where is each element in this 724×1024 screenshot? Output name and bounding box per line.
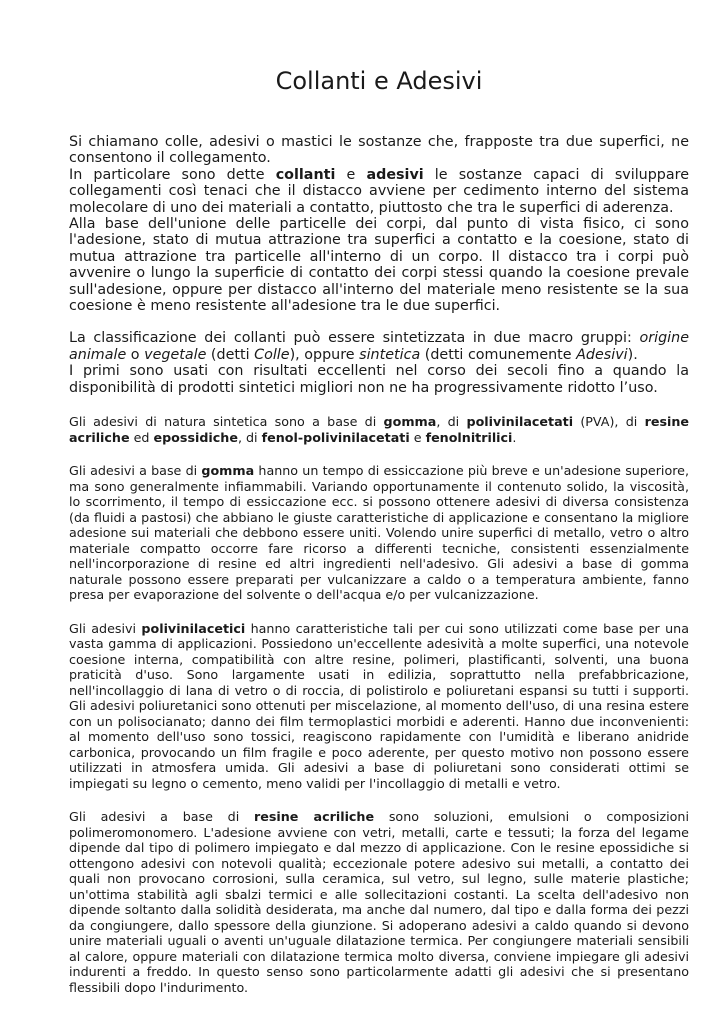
paragraph-primi: I primi sono usati con risultati eccellenti nel corso dei secoli fino a quando la disponibilità di prodotti sintetici migliori non ne ha progressivamente ridotto l’uso. <box>69 363 689 396</box>
paragraph-resine-acriliche: Gli adesivi a base di resine acriliche sono soluzioni, emulsioni o composizioni polimeromonomero. L'adesione avviene con vetri, metalli, carte e tessuti; la forza del legame dipende dal tipo di polimero impiegato e dal mezzo di applicazione. Con le resine epossidiche si ottengono adesivi con notevoli qualità; eccezionale potere adesivo sui metalli, a contatto dei quali non provocano corrosioni, sulla ceramica, sul vetro, sul legno, sulle materie plastiche; un'ottima stabilità agli sbalzi termici e alle sollecitazioni costanti. La scelta dell'adesivo non dipende soltanto dalla solidità desiderata, ma anche dal numero, dal tipo e dalla forma dei pezzi da congiungere, dallo spessore della giunzione. Si adoperano adesivi a caldo quando si devono unire materiali uguali o aventi un'uguale dilatazione termica. Per congiungere materiali sensibili al calore, oppure materiali con dilatazione termica molto diversa, conviene impiegare gli adesivi indurenti a freddo. In questo senso sono particolarmente adatti gli adesivi che si presentano flessibili dopo l'indurimento. <box>69 809 689 995</box>
paragraph-collanti-adesivi: In particolare sono dette collanti e adesivi le sostanze capaci di sviluppare collegamenti così tenaci che il distacco avviene per cedimento interno del sistema molecolare di uno dei materiali a contatto, piuttosto che tra le superfici di aderenza. <box>69 166 690 216</box>
document-title: Collanti e Adesivi <box>275 67 483 95</box>
term-sintetica: sintetica <box>359 346 421 363</box>
term-adesivi-italic: Adesivi <box>576 346 628 363</box>
term-adesivi: adesivi <box>366 166 424 183</box>
paragraph-polivinilacetici: Gli adesivi polivinilacetici hanno caratteristiche tali per cui sono utilizzati come base per una vasta gamma di applicazioni. Possiedono un'eccellente adesività a molte superfici, una notevole coesione interna, compatibilità con altre resine, polimeri, plastificanti, solventi, una buona praticità d'uso. Sono largamente usati in edilizia, soprattutto nella prefabbricazione, nell'incollaggio di lana di vetro o di roccia, di polistirolo e poliuretani espansi su tutti i supporti. Gli adesivi poliuretanici sono ottenuti per miscelazione, al momento dell'uso, di una resina estere con un polisocianato; danno dei film termoplastici morbidi e aderenti. Hanno due inconvenienti: al momento dell'uso sono tossici, reagiscono rapidamente con l'umidità e liberano anidride carbonica, provocando un film fragile e poco aderente, per questo motivo non possono essere utilizzati in atmosfera umida. Gli adesivi a base di poliuretani sono considerati ottimi se impiegati su legno o cemento, meno validi per l'incollaggio di metalli e vetro. <box>69 620 689 791</box>
document-page <box>69 62 689 995</box>
paragraph-definition: Si chiamano colle, adesivi o mastici le sostanze che, frapposte tra due superfici, ne consentono il collegamento. <box>69 134 689 167</box>
paragraph-adesione-coesione: Alla base dell'unione delle particelle dei corpi, dal punto di vista fisico, ci sono l'adesione, stato di mutua attrazione tra superfici a contatto e la coesione, stato di mutua attrazione tra particelle all'interno di un corpo. Il distacco tra i corpi può avvenire o lungo la superficie di contatto dei corpi stessi quando la coesione prevale sull'adesione, oppure per distacco all'interno del materiale meno resistente se la sua coesione è meno resistente all'adesione tra le due superfici. <box>69 216 689 315</box>
paragraph-classificazione: La classificazione dei collanti può essere sintetizzata in due macro gruppi: origine animale o vegetale (detti Colle), oppure sintetica (detti comunemente Adesivi). <box>69 330 689 363</box>
paragraph-gomma: Gli adesivi a base di gomma hanno un tempo di essiccazione più breve e un'adesione superiore, ma sono generalmente infiammabili. Variando opportunamente il contenuto solido, la viscosità, lo scorrimento, il tempo di essiccazione ecc. si possono ottenere adesivi di diversa consistenza (da fluidi a pastosi) che abbiano le giuste caratteristiche di applicazione e consentano la migliore adesione sui materiali che debbono essere uniti. Volendo unire superfici di metallo, vetro o altro materiale compatto occorre fare ricorso a differenti tecniche, consistenti essenzialmente nell'incorporazione di resine ed altri ingredienti nell'adesivo. Gli adesivi a base di gomma naturale possono essere preparati per vulcanizzare a caldo o a temperatura ambiente, fanno presa per evaporazione del solvente o dell'acqua e/o per vulcanizzazione. <box>69 463 689 603</box>
paragraph-natura-sintetica: Gli adesivi di natura sintetica sono a base di gomma, di polivinilacetati (PVA), di resine acriliche ed epossidiche, di fenol-polivinilacetati e fenolnitrilici. <box>69 414 689 445</box>
term-collanti: collanti <box>275 166 336 183</box>
term-origine-animale: origine animale <box>69 330 689 363</box>
term-vegetale: vegetale <box>144 346 207 363</box>
term-colle: Colle <box>254 346 290 363</box>
